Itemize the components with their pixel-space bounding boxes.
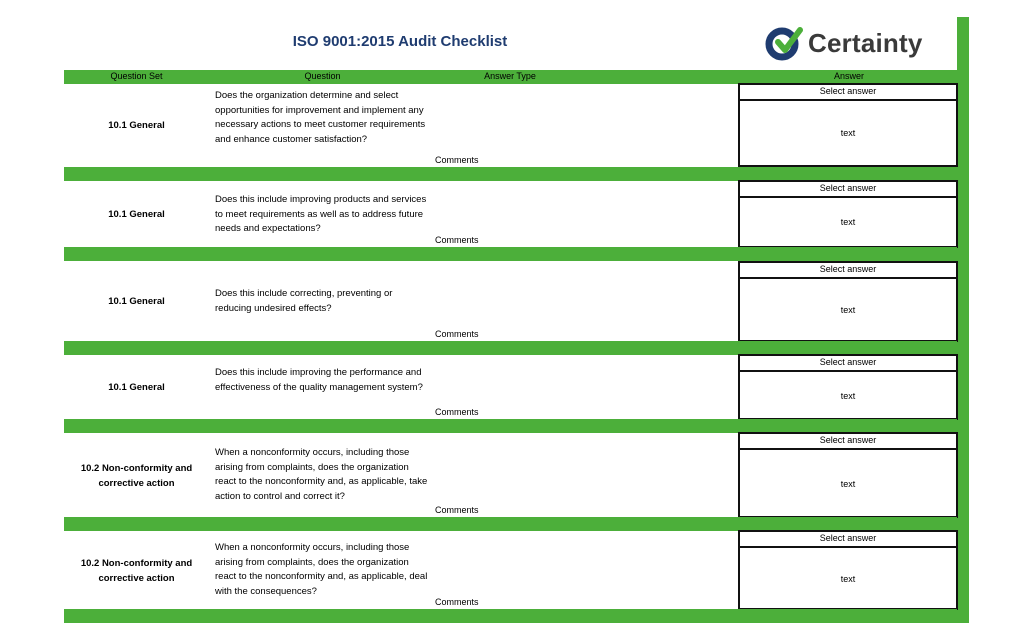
question-set-3: 10.1 General <box>108 296 165 307</box>
question-set-1: 10.1 General <box>108 120 165 131</box>
question-set-2: 10.1 General <box>108 209 165 220</box>
header-answer-type: Answer Type <box>484 71 536 81</box>
question-text-2: Does this include improving products and services to meet requirements as well as to address future needs and expectations? <box>215 194 427 234</box>
row-separator-5 <box>64 517 957 531</box>
select-answer-3[interactable]: Select answer <box>740 263 956 279</box>
answer-text-2[interactable]: text <box>840 217 856 227</box>
right-edge-bar <box>957 17 969 623</box>
comments-label-6[interactable]: Comments <box>435 597 479 607</box>
row-separator-1 <box>64 167 957 181</box>
comments-label-3[interactable]: Comments <box>435 329 479 339</box>
row-separator-3 <box>64 341 957 355</box>
question-text-6: When a nonconformity occurs, including those arising from complaints, does the organization react to the nonconformity and, as applicable, deal with the consequences? <box>215 542 428 597</box>
question-set-4: 10.1 General <box>108 382 165 393</box>
select-answer-2[interactable]: Select answer <box>740 182 956 198</box>
header-question: Question <box>304 71 341 81</box>
row-separator-4 <box>64 419 957 433</box>
question-text-3: Does this include correcting, preventing or reducing undesired effects? <box>215 288 393 314</box>
answer-box-1 <box>738 83 958 167</box>
answer-box-4 <box>738 354 958 420</box>
answer-box-2 <box>738 180 958 248</box>
row-separator-6 <box>64 609 957 623</box>
comments-label-5[interactable]: Comments <box>435 505 479 515</box>
header-answer: Answer <box>833 71 864 81</box>
question-text-4: Does this include improving the performance and effectiveness of the quality management system? <box>215 367 423 393</box>
select-answer-6[interactable]: Select answer <box>740 532 956 548</box>
answer-text-1[interactable]: text <box>840 128 856 138</box>
answer-box-3 <box>738 261 958 342</box>
question-set-5: 10.2 Non-conformity and corrective action <box>80 463 193 489</box>
answer-text-4[interactable]: text <box>840 391 856 401</box>
select-answer-1[interactable]: Select answer <box>740 85 956 101</box>
comments-label-4[interactable]: Comments <box>435 407 479 417</box>
select-answer-5[interactable]: Select answer <box>740 434 956 450</box>
header-question-set: Question Set <box>110 71 163 81</box>
answer-text-6[interactable]: text <box>840 574 856 584</box>
question-set-6: 10.2 Non-conformity and corrective action <box>80 558 193 584</box>
comments-label-2[interactable]: Comments <box>435 235 479 245</box>
answer-text-5[interactable]: text <box>840 479 856 489</box>
brand-name: Certainty <box>808 28 923 58</box>
answer-box-6 <box>738 530 958 610</box>
select-answer-4[interactable]: Select answer <box>740 356 956 372</box>
answer-text-3[interactable]: text <box>840 305 856 315</box>
page-title: ISO 9001:2015 Audit Checklist <box>292 33 508 50</box>
question-text-5: When a nonconformity occurs, including those arising from complaints, does the organization react to the nonconformity and, as applicable, take action to control and correct it? <box>215 447 428 502</box>
row-separator-2 <box>64 247 957 261</box>
comments-label-1[interactable]: Comments <box>435 155 479 165</box>
answer-box-5 <box>738 432 958 518</box>
question-text-1: Does the organization determine and select opportunities for improvement and implement any necessary actions to meet customer requirements and enhance customer satisfaction? <box>215 90 426 145</box>
